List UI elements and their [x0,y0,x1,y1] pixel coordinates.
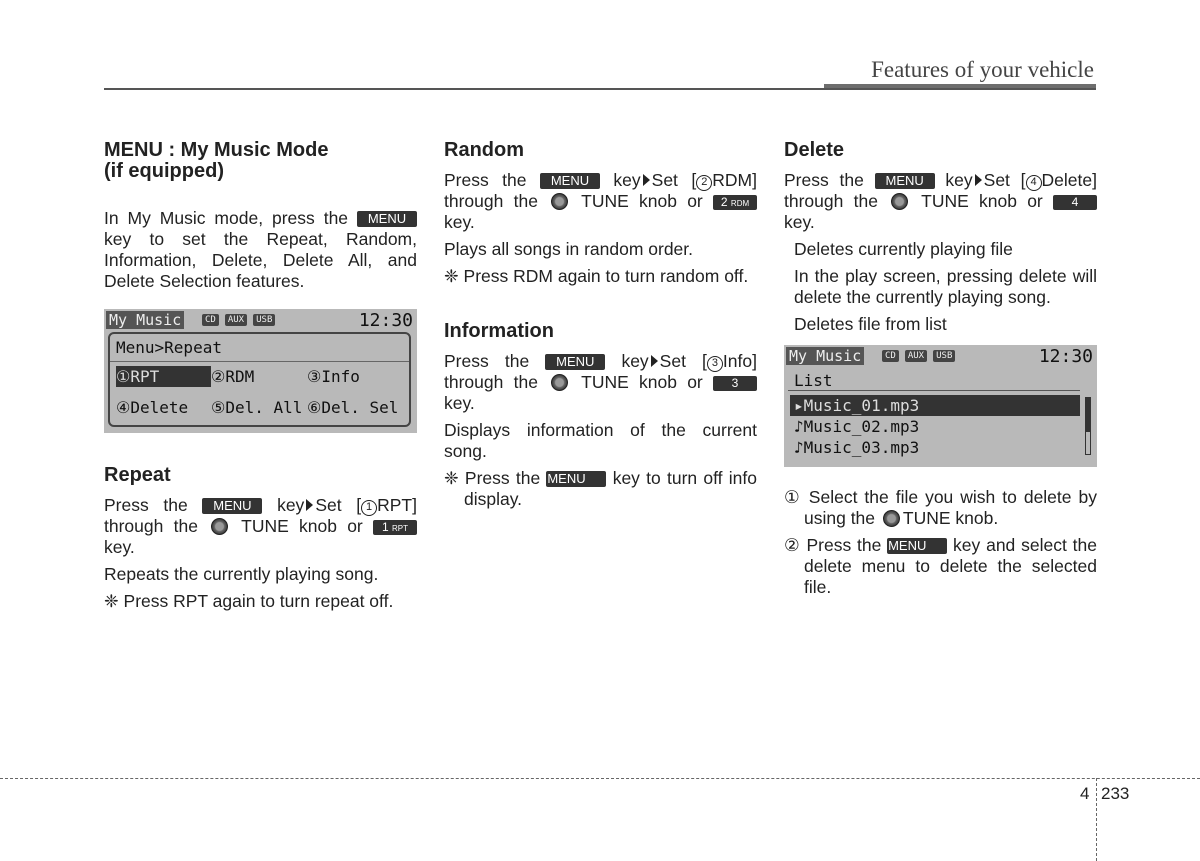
menu-key-icon: MENU [887,538,947,554]
section-heading-my-music [104,140,417,182]
screen-file-item: ♪Music_02.mp3 [794,417,920,436]
menu-key-icon: MENU [202,498,262,514]
info-text-e: TUNE knob or [581,372,703,392]
screen-scrollbar [1085,397,1091,455]
info-note-a: ❈ Press the [444,468,541,488]
random-description: Plays all songs in random order. [444,239,694,259]
tune-knob-icon [883,510,900,527]
delete-description-1: Deletes currently playing file [794,239,1013,259]
step-2-text-b: key and select the delete menu to delete the selected file. [804,535,1097,597]
rdm-key-label: RDM [730,199,750,208]
menu-key-icon: MENU [545,354,605,370]
info-text-f: key. [444,393,475,413]
info-text-b: key [621,351,649,371]
repeat-text-a: Press the [104,495,188,515]
info-text-a: Press the [444,351,530,371]
random-note: ❈ Press RDM again to turn random off. [444,266,749,286]
delete-instructions [784,170,1097,233]
step-1-text: Select the file you wish to delete by using the [804,487,1097,528]
intro-text-a: In My Music mode, press the [104,208,349,228]
section-heading-information: Information [444,320,554,342]
column-3 [784,140,1097,598]
cd-tag: CD [882,350,899,362]
aux-tag: AUX [905,350,927,362]
usb-tag: USB [933,350,955,362]
screen-item-rdm: ②RDM [211,367,255,386]
aux-tag: AUX [225,314,247,326]
repeat-text-e: TUNE knob or [241,516,363,536]
random-text-d: RDM] through the [444,170,757,211]
tune-knob-icon [551,193,568,210]
menu-key-icon: MENU [875,173,935,189]
menu-key-icon: MENU [546,471,606,487]
repeat-text-d: RPT] through the [104,495,417,536]
rpt-key-icon [373,520,417,535]
header-rule [104,88,1096,90]
step-1-number: ① [784,487,802,507]
screen-menu-header: Menu>Repeat [110,334,409,362]
screen-title: My Music [106,311,184,329]
random-text-f: key. [444,212,475,232]
circled-2-icon: 2 [696,175,712,191]
screen-item-rpt: ①RPT [116,366,211,387]
menu-key-icon: MENU [357,211,417,227]
info-key-icon: 3 [713,376,757,391]
delete-text-f: key. [784,212,815,232]
tune-knob-icon [891,193,908,210]
info-note-b: key to turn off info display. [464,468,757,509]
random-instructions [444,170,757,233]
screen-item-del-sel: ⑥Del. Sel [307,398,399,417]
tune-knob-icon [211,518,228,535]
random-text-b: key [613,170,641,190]
column-2 [444,140,757,510]
screen-list-header: List [794,371,833,390]
screen-title: My Music [786,347,864,365]
section-heading-random: Random [444,139,524,161]
menu-key-icon: MENU [540,173,600,189]
cd-tag: CD [202,314,219,326]
screen-file-item: ▸Music_01.mp3 [790,395,1080,416]
random-text-a: Press the [444,170,527,190]
info-note [444,468,757,510]
rpt-key-num: 1 [382,520,389,534]
step-2-text-a: Press the [806,535,882,555]
step-1-text-b: TUNE knob. [902,508,999,528]
screen-item-info: ③Info [307,367,360,386]
circled-4-icon: 4 [1026,175,1042,191]
step-2-number: ② [784,535,801,555]
delete-description-3: Deletes file from list [794,314,947,334]
info-text-d: Info] through the [444,351,757,392]
intro-text-b: key to set the Repeat, Random, Information, Delete, Delete All, and Delete Selection features. [104,229,417,291]
usb-tag: USB [253,314,275,326]
screen-item-del-all: ⑤Del. All [211,398,303,417]
page-header-title: Features of your vehicle [871,57,1094,82]
screen-time: 12:30 [358,310,413,331]
delete-step-2 [784,535,1097,598]
page-number: 233 [1101,784,1130,803]
repeat-text-f: key. [104,537,135,557]
intro-paragraph [104,208,417,292]
chapter-number: 4 [1080,784,1090,803]
section-heading-repeat: Repeat [104,464,171,486]
delete-step-1 [784,487,1097,529]
random-text-e: TUNE knob or [581,191,703,211]
circled-1-icon: 1 [361,500,377,516]
info-text-c: Set [ [659,351,707,371]
menu-repeat-screen [104,309,417,433]
rdm-key-icon [713,195,757,210]
heading-line-1: MENU : My Music Mode [104,139,329,161]
file-list-screen [784,345,1097,467]
arrow-right-icon [651,355,658,367]
section-heading-delete: Delete [784,139,845,161]
delete-text-e: TUNE knob or [921,191,1043,211]
arrow-right-icon [306,499,313,511]
repeat-text-b: key [277,495,305,515]
delete-text-b: key [945,170,973,190]
column-1 [104,140,417,612]
delete-text-d: Delete] through the [784,170,1097,211]
screen-divider [788,390,1080,391]
circled-3-icon: 3 [707,356,723,372]
delete-key-icon: 4 [1053,195,1097,210]
repeat-note: ❈ Press RPT again to turn repeat off. [104,591,394,611]
info-description: Displays information of the current song. [444,420,757,461]
screen-time: 12:30 [1038,346,1093,367]
delete-description-2: In the play screen, pressing delete will delete the currently playing song. [794,266,1097,307]
rpt-key-label: RPT [392,524,409,533]
footer-divider [1096,778,1097,861]
arrow-right-icon [975,174,982,186]
random-text-c: Set [ [651,170,697,190]
footer-rule [0,778,1200,779]
heading-line-2: (if equipped) [104,160,224,182]
repeat-text-c: Set [ [315,495,362,515]
delete-text-c: Set [ [983,170,1026,190]
repeat-description: Repeats the currently playing song. [104,564,379,584]
repeat-instructions [104,495,417,558]
tune-knob-icon [551,374,568,391]
rdm-key-num: 2 [720,195,728,209]
arrow-right-icon [643,174,650,186]
info-instructions [444,351,757,414]
delete-text-a: Press the [784,170,864,190]
screen-file-item: ♪Music_03.mp3 [794,438,920,457]
screen-item-delete: ④Delete [116,398,189,417]
